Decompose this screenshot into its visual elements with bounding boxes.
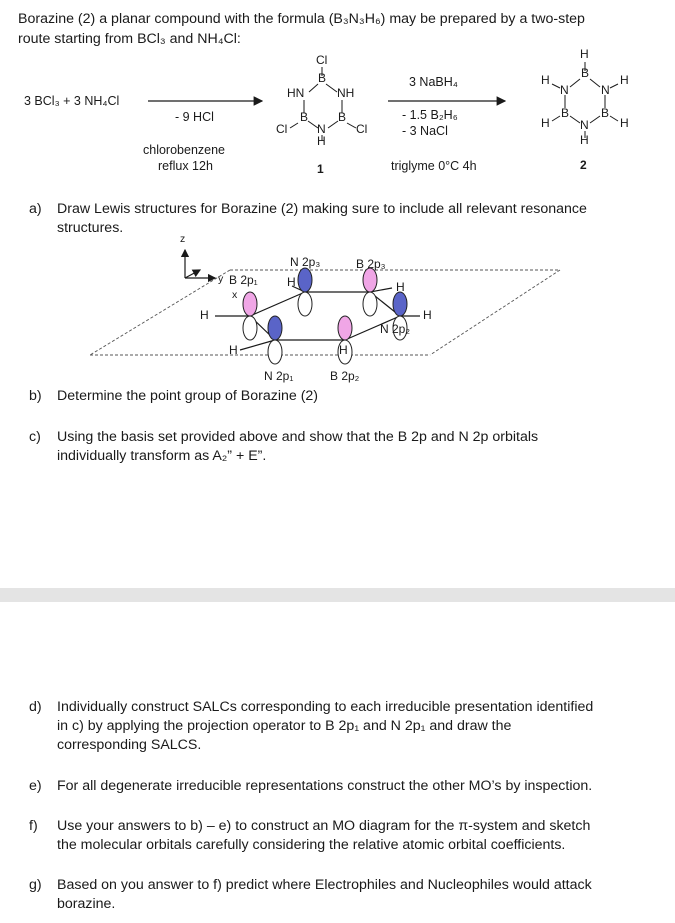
question-d-line-1: Individually construct SALCs corresponding to each irreducible presentation identified [57,699,594,715]
intro-line-2: route starting from BCl₃ and NH₄Cl: [18,31,241,47]
axes [185,250,215,278]
b2p1-upper-lobe [243,292,257,316]
cmpd2-h-lr: H [620,116,629,130]
cmpd1-cl-right: Cl [356,122,368,136]
question-a-label: a) [29,201,42,217]
step2-byproduct-1: - 1.5 B₂H₆ [402,108,458,122]
label-h-bottom-left: H [229,343,238,357]
page-divider [0,588,675,602]
label-h-top-right: H [396,280,405,294]
label-b2p1: B 2p₁ [229,273,258,287]
question-g-line-2: borazine. [57,896,116,912]
cmpd2-h-top: H [580,47,589,61]
cmpd2-n-bottom: N [580,118,589,132]
b2p3-upper-lobe [363,268,377,292]
cmpd2-n-right: N [601,83,610,97]
question-c-label: c) [29,429,41,445]
label-n2p1: N 2p₁ [264,369,294,383]
n2p3-upper-lobe [298,268,312,292]
question-g-line-1: Based on you answer to f) predict where Electrophiles and Nucleophiles would attack [57,877,592,893]
y-axis [185,270,200,278]
cmpd2-b-top: B [581,66,590,80]
intro-line-1: Borazine (2) a planar compound with the formula (B₃N₃H₆) may be prepared by a two-step [18,11,585,27]
n2p1-upper-lobe [268,316,282,340]
label-h-right: H [423,308,432,322]
question-d-line-3: corresponding SALCS. [57,737,202,753]
question-f-label: f) [29,818,38,834]
label-n2p3: N 2p₃ [290,255,321,269]
cmpd1-cl-top: Cl [316,53,328,67]
question-e-text: For all degenerate irreducible representations construct the other MO’s by inspection. [57,778,593,794]
axis-z-label: z [180,233,186,245]
question-d-label: d) [29,699,42,715]
cmpd1-nh-right: NH [337,86,355,100]
cmpd1-b-top: B [318,71,327,85]
label-b2p2: B 2p₂ [330,369,360,383]
compound-2-label: 2 [580,158,587,172]
step2-condition: triglyme 0°C 4h [391,159,477,173]
cmpd1-hn-left: HN [287,86,305,100]
reactants: 3 BCl₃ + 3 NH₄Cl [24,94,120,108]
question-b-label: b) [29,388,42,404]
question-a-line-1: Draw Lewis structures for Borazine (2) making sure to include all relevant resonance [57,201,587,217]
cmpd2-b-right: B [601,106,610,120]
step1-condition: reflux 12h [158,159,213,173]
step1-byproduct: - 9 HCl [175,110,214,124]
axis-y-label: y [218,273,224,285]
cmpd2-n-left: N [560,83,569,97]
b2p3-lower-lobe [363,292,377,316]
cmpd2-b-left: B [561,106,570,120]
step2-reagent: 3 NaBH₄ [409,75,458,89]
b2p1-lower-lobe [243,316,257,340]
question-g-label: g) [29,877,42,893]
label-h-top-left: H [287,275,296,289]
reaction-arrows [0,0,675,200]
cmpd2-h-bottom: H [580,133,589,147]
orbital-diagram-graphic [0,230,675,385]
question-c-line-1: Using the basis set provided above and show that the B 2p and N 2p orbitals [57,429,539,445]
axis-x-label: x [232,289,238,301]
cmpd1-b-right: B [338,110,347,124]
label-b2p3: B 2p₃ [356,257,386,271]
cmpd2-h-ur: H [620,73,629,87]
n2p2-upper-lobe [393,292,407,316]
cmpd1-n-bottom: N [317,122,326,136]
compound-1-label: 1 [317,162,324,176]
question-f-line-2: the molecular orbitals carefully considering the relative atomic orbital coefficients. [57,837,566,853]
cmpd1-b-left: B [300,110,309,124]
question-e-label: e) [29,778,42,794]
cmpd2-h-ul: H [541,73,550,87]
step2-byproduct-2: - 3 NaCl [402,124,448,138]
question-c-line-2: individually transform as A₂” + E”. [57,448,267,464]
cmpd1-cl-left: Cl [276,122,288,136]
step1-solvent: chlorobenzene [143,143,226,157]
b2p2-upper-lobe [338,316,352,340]
label-h-bottom: H [339,343,348,357]
n2p3-lower-lobe [298,292,312,316]
question-b-text: Determine the point group of Borazine (2) [57,388,319,404]
cmpd2-h-ll: H [541,116,550,130]
question-f-line-1: Use your answers to b) – e) to construct an MO diagram for the π-system and sketch [57,818,591,834]
label-n2p2: N 2p₂ [380,322,411,336]
question-a-line-2: structures. [57,220,124,236]
label-h-left: H [200,308,209,322]
cmpd1-h-bottom: H [317,134,326,148]
p-orbitals [243,268,407,364]
n2p1-lower-lobe [268,340,282,364]
question-d-line-2: in c) by applying the projection operator to B 2p₁ and N 2p₁ and draw the [57,718,512,734]
molecular-plane [90,270,560,355]
